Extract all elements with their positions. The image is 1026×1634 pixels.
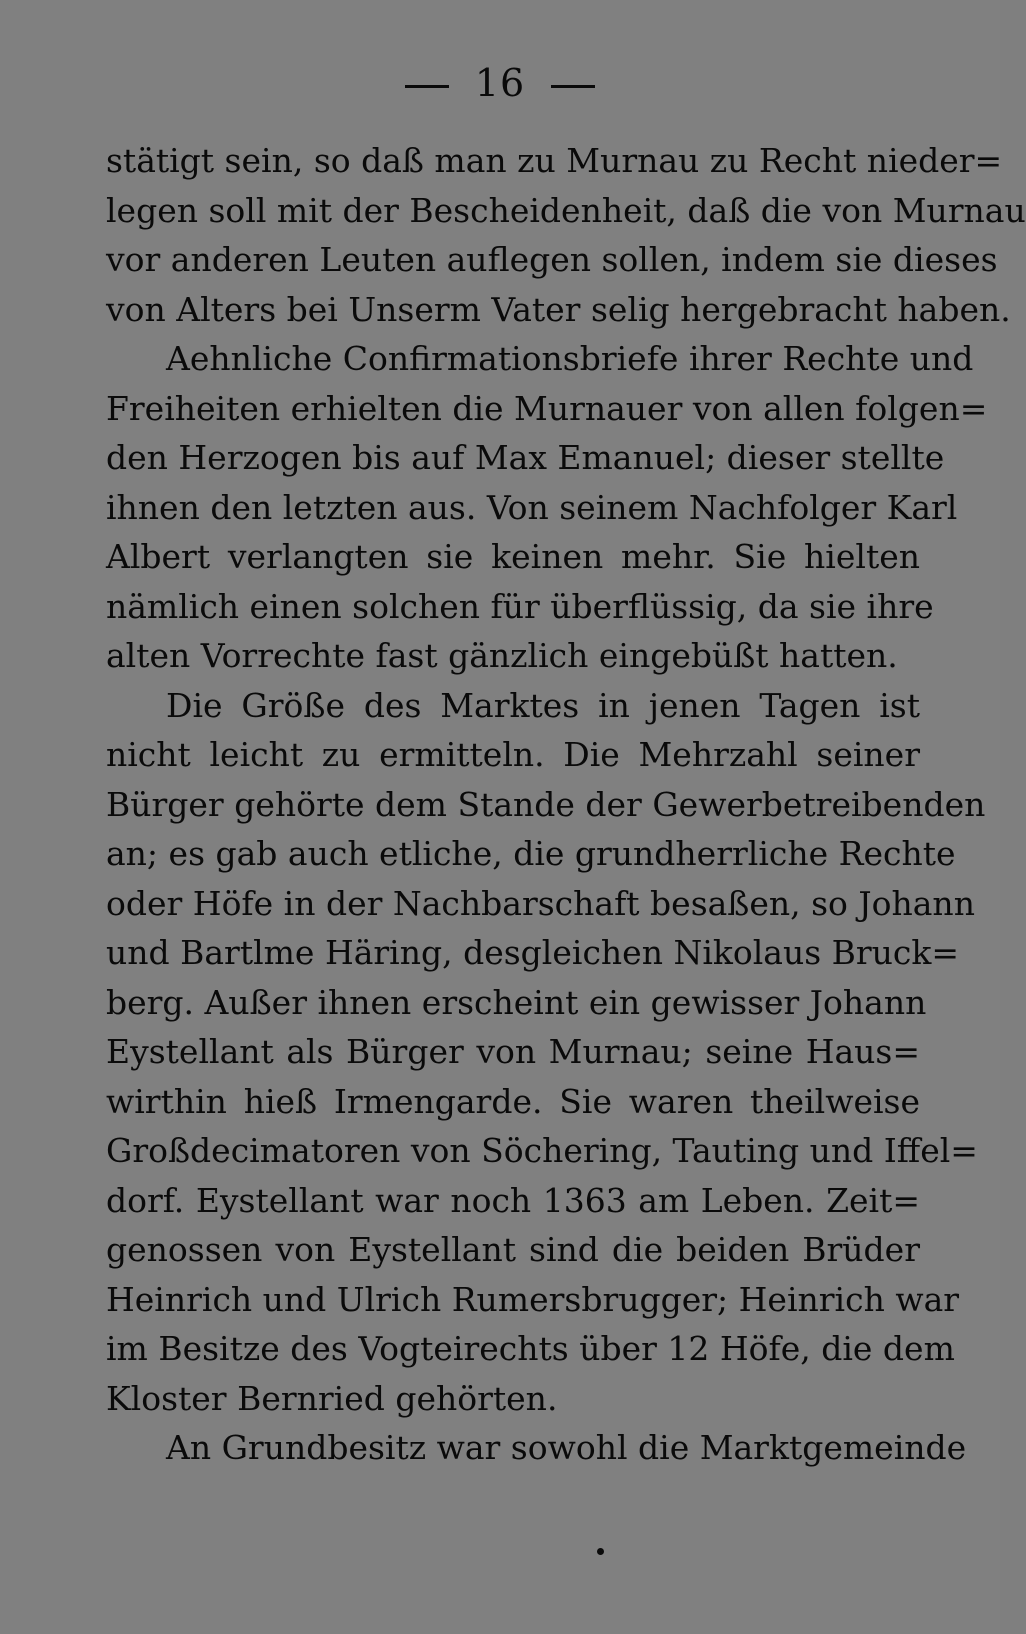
text-line: und Bartlme Häring, desgleichen Nikolaus Bruck= [106, 933, 960, 972]
text-line: Großdecimatoren von Söchering, Tauting und Iffel= [106, 1131, 978, 1170]
text-line: Albert verlangten sie keinen mehr. Sie hielten [106, 537, 920, 576]
right-dash [551, 85, 595, 88]
text-line: nicht leicht zu ermitteln. Die Mehrzahl seiner [106, 735, 920, 774]
text-line: den Herzogen bis auf Max Emanuel; dieser stellte [106, 438, 945, 477]
text-line: Heinrich und Ulrich Rumersbrugger; Heinrich war [106, 1279, 960, 1319]
text-line: Bürger gehörte dem Stande der Gewerbetreibenden [106, 784, 986, 824]
text-line: nämlich einen solchen für überflüssig, da sie ihre [106, 586, 934, 626]
text-line: an; es gab auch etliche, die grundherrliche Rechte [106, 834, 956, 873]
left-dash [405, 85, 449, 88]
text-line: genossen von Eystellant sind die beiden Brüder [106, 1230, 920, 1269]
text-line: Eystellant als Bürger von Murnau; seine Haus= [106, 1032, 920, 1071]
body-text [106, 136, 1026, 1473]
ink-speck [597, 1548, 604, 1555]
text-line: Die Größe des Marktes in jenen Tagen ist [166, 685, 920, 725]
text-line: ihnen den letzten aus. Von seinem Nachfolger Karl [106, 487, 958, 527]
text-line: berg. Außer ihnen erscheint ein gewisser Johann [106, 982, 927, 1022]
text-line: oder Höfe in der Nachbarschaft besaßen, so Johann [106, 883, 975, 923]
page-number: 16 [474, 61, 526, 105]
text-line: An Grundbesitz war sowohl die Marktgemeinde [166, 1428, 967, 1467]
text-line: im Besitze des Vogteirechts über 12 Höfe, die dem [106, 1329, 955, 1368]
text-line: stätigt sein, so daß man zu Murnau zu Recht nieder= [106, 141, 1003, 180]
text-line: vor anderen Leuten auflegen sollen, indem sie dieses [106, 240, 998, 279]
text-line: Aehnliche Confirmationsbriefe ihrer Rechte und [166, 339, 974, 378]
text-line: wirthin hieß Irmengarde. Sie waren theilweise [106, 1081, 920, 1121]
text-line: dorf. Eystellant war noch 1363 am Leben. Zeit= [106, 1180, 920, 1220]
text-line: Kloster Bernried gehörten. [106, 1378, 558, 1418]
text-line: Freiheiten erhielten die Murnauer von allen folgen= [106, 388, 988, 428]
text-line: legen soll mit der Bescheidenheit, daß die von Murnau [106, 190, 1026, 230]
page-number-header [0, 58, 1000, 108]
text-line: von Alters bei Unserm Vater selig hergebracht haben. [106, 289, 1011, 329]
text-line: alten Vorrechte fast gänzlich eingebüßt hatten. [106, 636, 898, 675]
